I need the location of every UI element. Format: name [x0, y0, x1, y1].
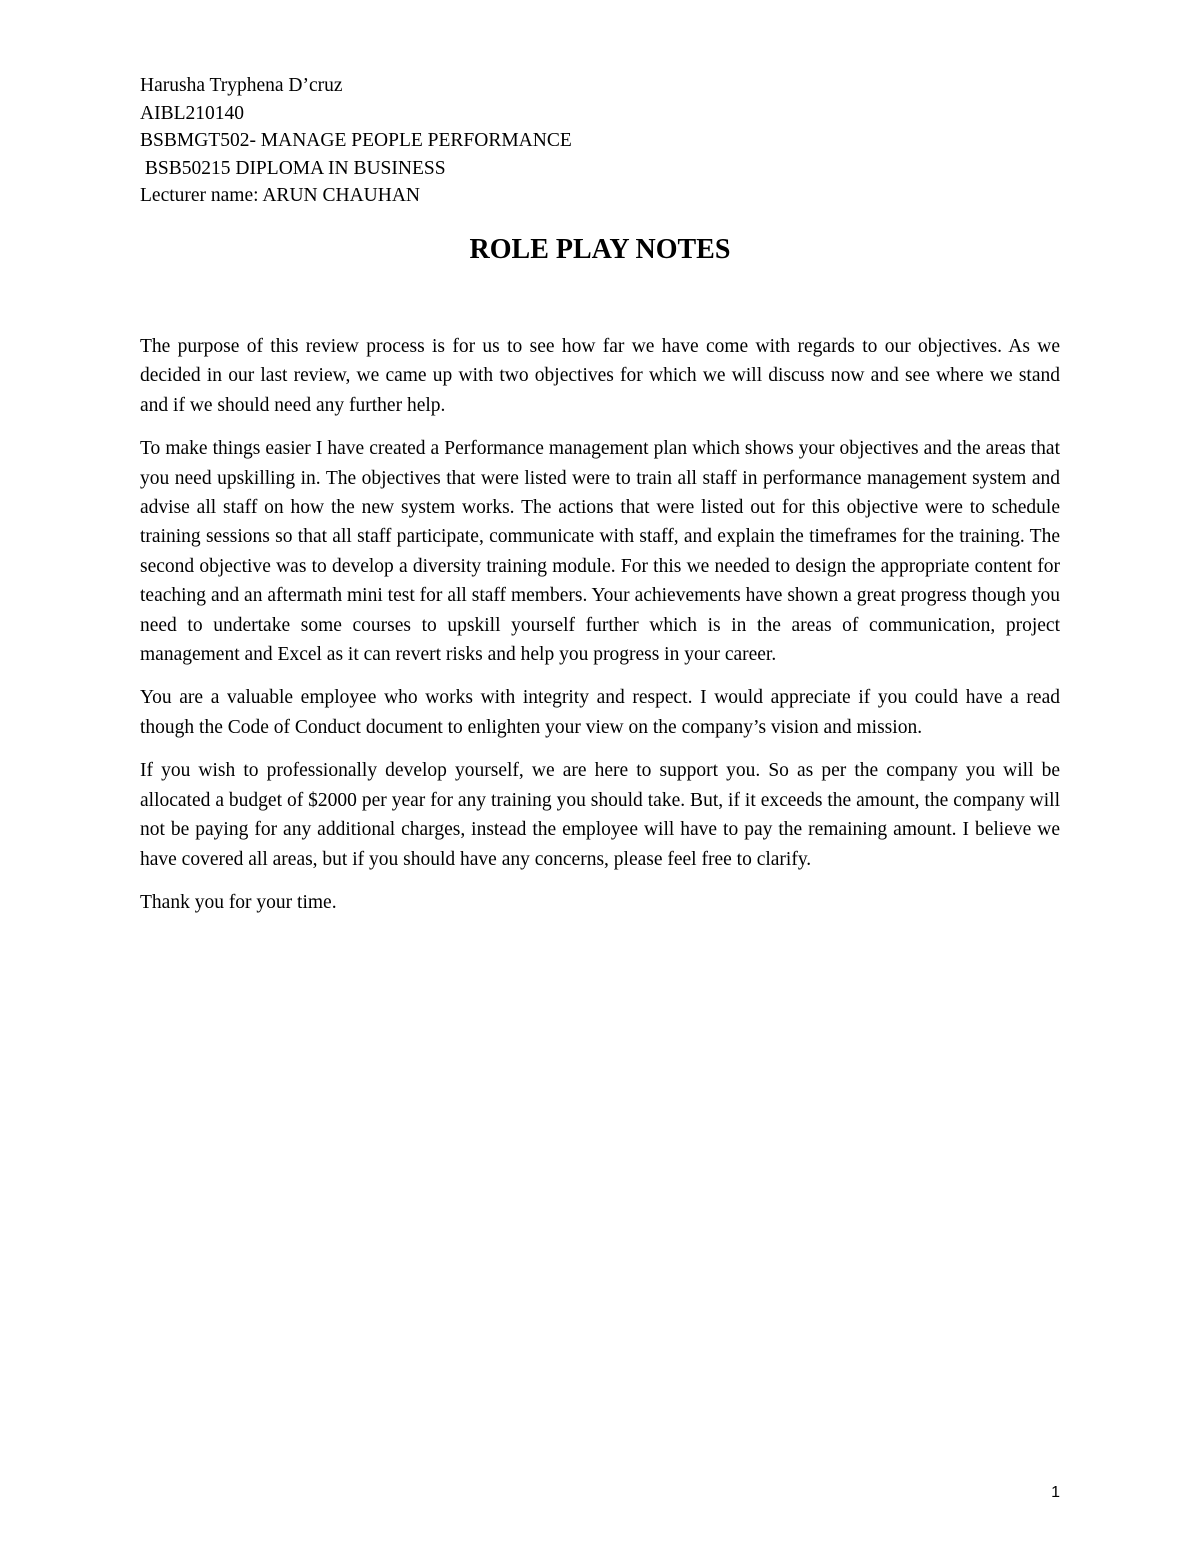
- document-header: [140, 72, 1060, 210]
- unit-code: BSBMGT502- MANAGE PEOPLE PERFORMANCE: [140, 130, 572, 152]
- student-id: AIBL210140: [140, 102, 244, 124]
- page-number: 1: [1051, 1484, 1060, 1501]
- course-name: BSB50215 DIPLOMA IN BUSINESS: [140, 157, 446, 179]
- paragraph-closing: Thank you for your time.: [140, 891, 337, 913]
- lecturer-name: Lecturer name: ARUN CHAUHAN: [140, 185, 420, 207]
- student-name: Harusha Tryphena D’cruz: [140, 75, 343, 96]
- paragraph-purpose: The purpose of this review process is for us to see how far we have come with regards to our objectives. As we decided in our last review, we came up with two objectives for which we will discuss now and see where we stand and if we should need any further help.: [140, 336, 1060, 416]
- document-body: [140, 332, 1060, 931]
- paragraph-objectives: To make things easier I have created a Performance management plan which shows your objectives and the areas that you need upskilling in. The objectives that were listed were to train all staff in performance management system and advise all staff on how the new system works. The actions that were listed out for this objective were to schedule training sessions so that all staff participate, communicate with staff, and explain the timeframes for the training. The second objective was to develop a diversity training module. For this we needed to design the appropriate content for teaching and an aftermath mini test for all staff members. Your achievements have shown a great progress though you need to undertake some courses to upskill yourself further which is in the areas of communication, project management and Excel as it can revert risks and help you progress in your career.: [140, 438, 1060, 666]
- paragraph-code-of-conduct: You are a valuable employee who works with integrity and respect. I would appreciate if you could have a read though the Code of Conduct document to enlighten your view on the company’s vision and mission.: [140, 687, 1060, 738]
- document-title: ROLE PLAY NOTES: [469, 234, 731, 265]
- paragraph-training-budget: If you wish to professionally develop yourself, we are here to support you. So as per the company you will be allocated a budget of $2000 per year for any training you should take. But, if it exceeds the amount, the company will not be paying for any additional charges, instead the employee will have to pay the remaining amount. I believe we have covered all areas, but if you should have any concerns, please feel free to clarify.: [140, 760, 1060, 870]
